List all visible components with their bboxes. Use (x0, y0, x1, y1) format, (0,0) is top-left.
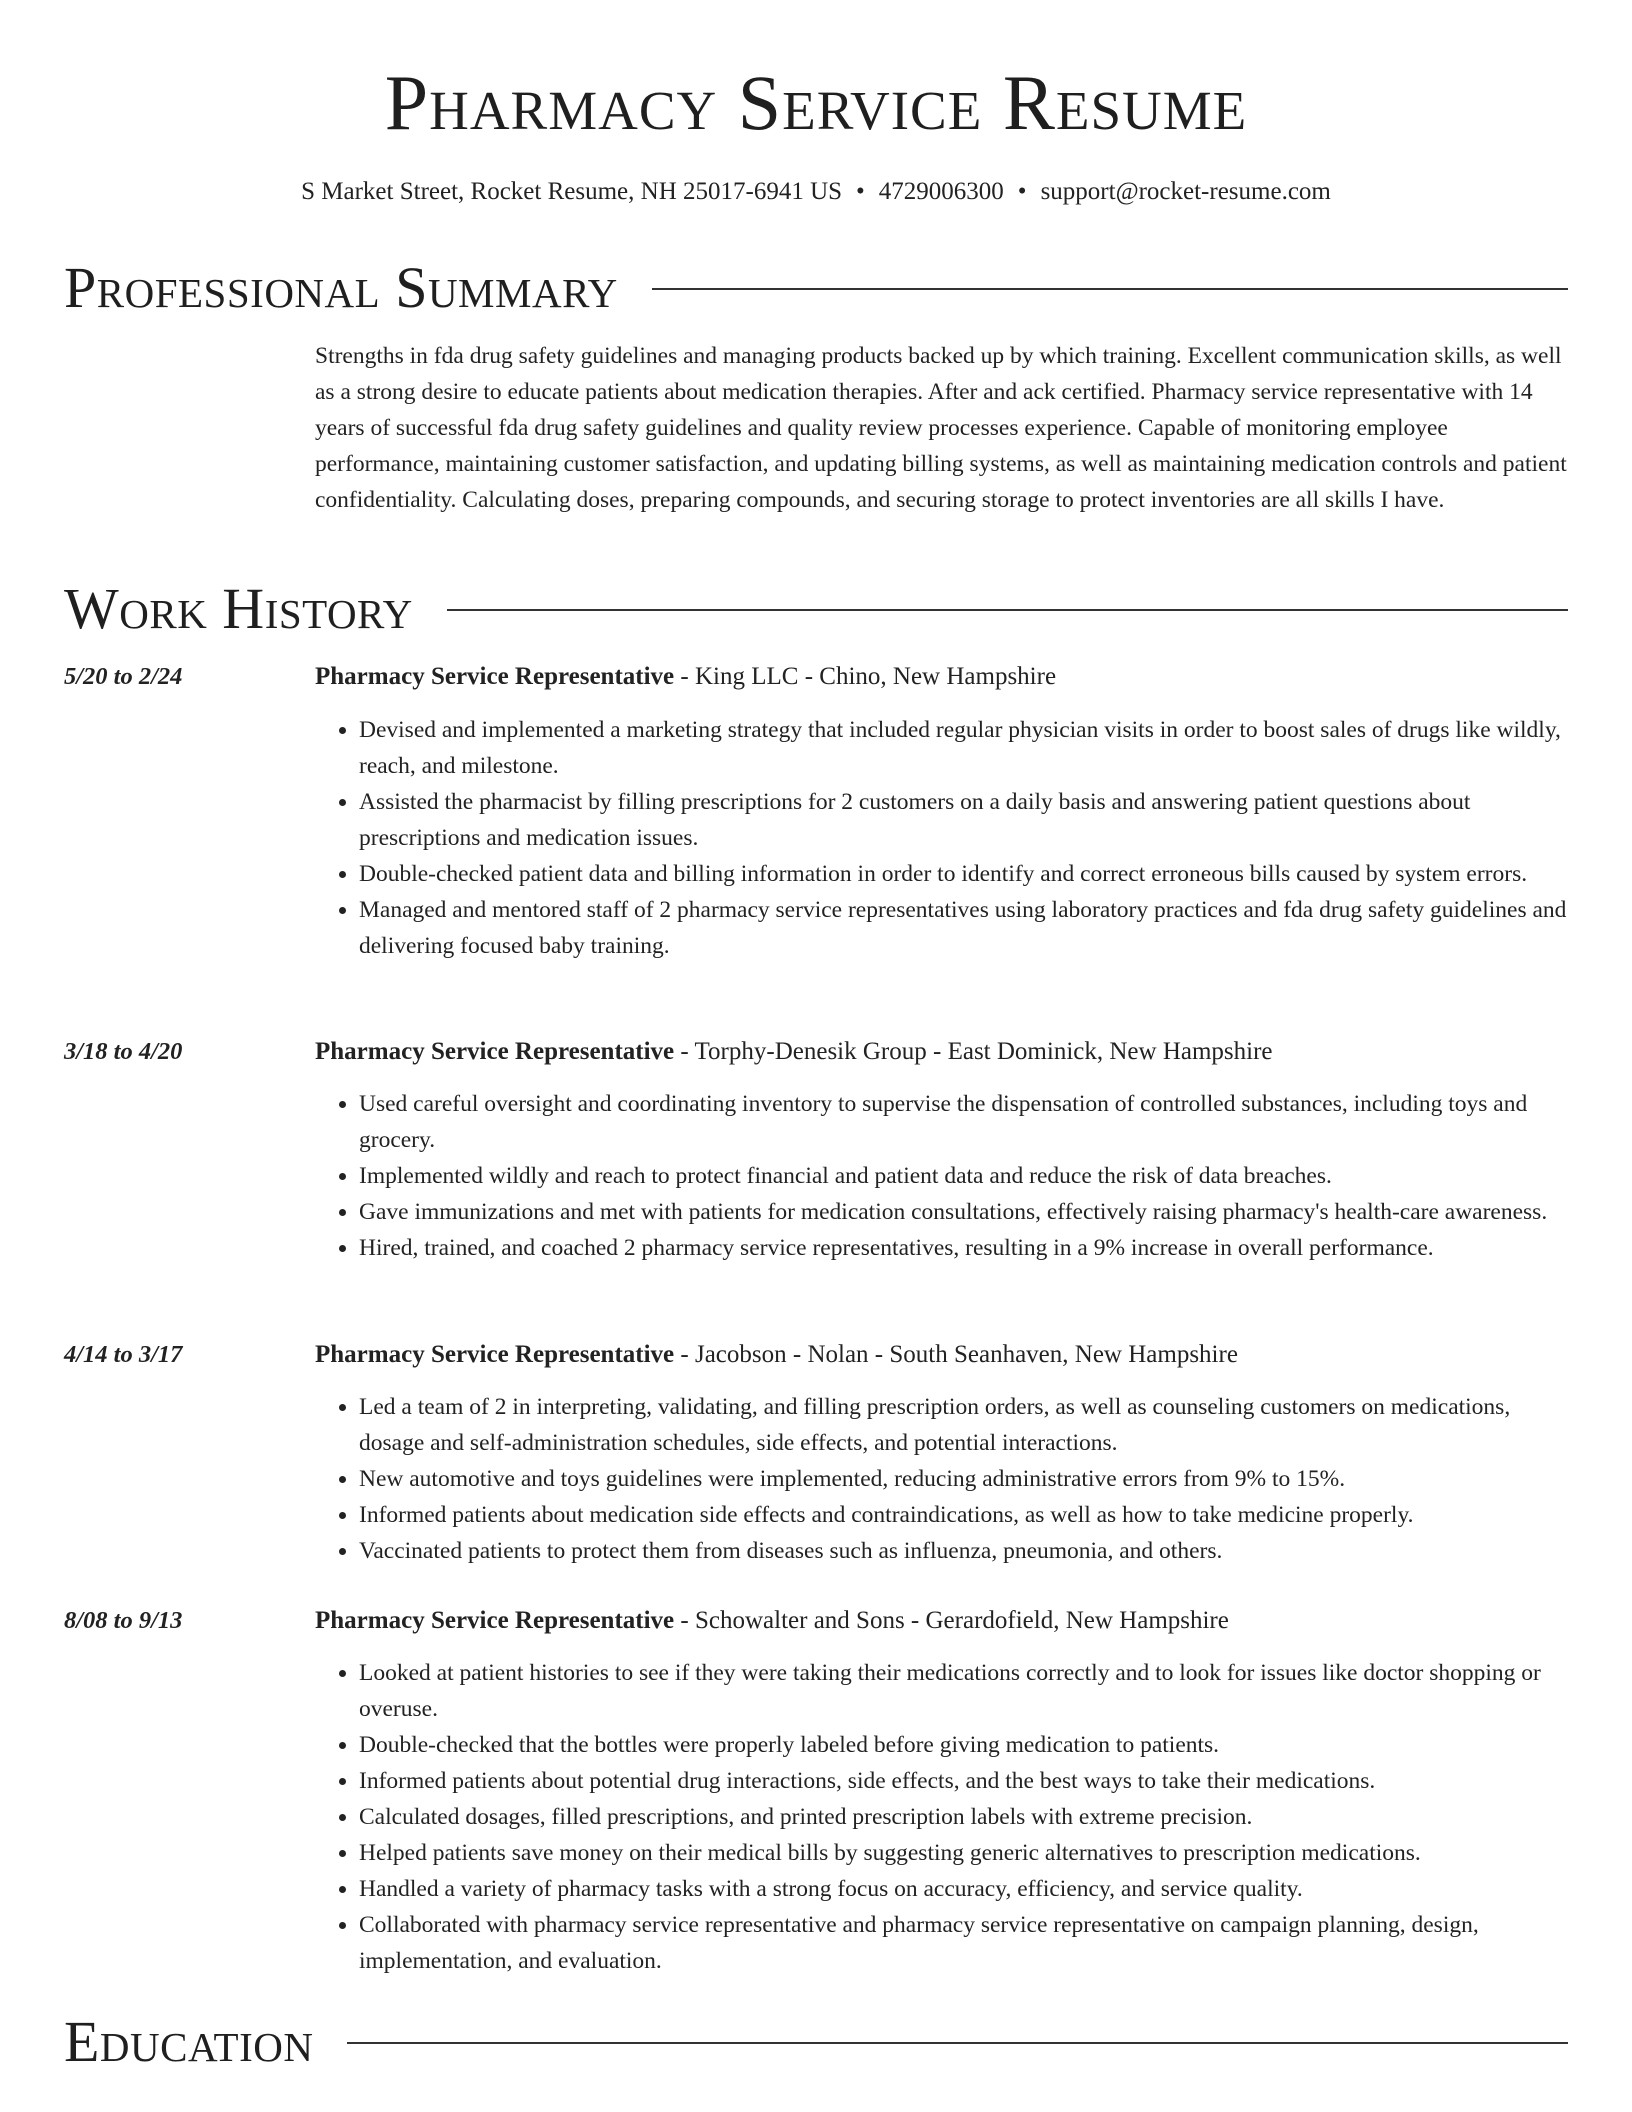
job-bullets (315, 1389, 1568, 1569)
job-company-location: - Torphy-Denesik Group - East Dominick, New Hampshire (674, 1038, 1273, 1065)
job-bullets (315, 712, 1568, 964)
section-title-work-history: Work History (64, 576, 413, 641)
job-bullet: • Looked at patient histories to see if they were taking their medications correctly and to look for issues like doctor shopping or overuse. (359, 1655, 1568, 1727)
job-bullet: • Gave immunizations and met with patients for medication consultations, effectively raising pharmacy's health-care awareness. (359, 1194, 1568, 1230)
contact-line (0, 176, 1632, 208)
job-bullets (315, 1086, 1568, 1266)
job-bullets (315, 1655, 1568, 1979)
contact-address: S Market Street, Rocket Resume, NH 25017-6941 US (301, 178, 843, 205)
job-bullet: • Led a team of 2 in interpreting, validating, and filling prescription orders, as well as counseling customers on medications, dosage and self-administration schedules, side effects, and potential interactions. (359, 1389, 1568, 1461)
job-bullet: • Helped patients save money on their medical bills by suggesting generic alternatives to prescription medications. (359, 1835, 1568, 1871)
job-title-line (315, 659, 1568, 695)
section-divider (652, 288, 1568, 290)
section-divider (447, 609, 1568, 611)
job-bullet: • Double-checked patient data and billing information in order to identify and correct erroneous bills caused by system errors. (359, 856, 1568, 892)
job-bullet: • Informed patients about medication side effects and contraindications, as well as how to take medicine properly. (359, 1497, 1568, 1533)
job-title-line (315, 1034, 1568, 1070)
section-divider (347, 2042, 1568, 2044)
job-role: Pharmacy Service Representative (315, 1038, 675, 1065)
job-bullet: • Calculated dosages, filled prescriptions, and printed prescription labels with extreme precision. (359, 1799, 1568, 1835)
section-title-summary: Professional Summary (64, 255, 618, 320)
job-bullet: • Assisted the pharmacist by filling prescriptions for 2 customers on a daily basis and answering patient questions about prescriptions and medication issues. (359, 784, 1568, 856)
job-bullet: • New automotive and toys guidelines were implemented, reducing administrative errors from 9% to 15%. (359, 1461, 1568, 1497)
contact-separator: • (1017, 178, 1027, 205)
contact-phone: 4729006300 (878, 178, 1004, 205)
job-title-line (315, 1603, 1568, 1639)
job-dates: 4/14 to 3/17 (64, 1341, 183, 1368)
job-bullet: • Informed patients about potential drug interactions, side effects, and the best ways to take their medications. (359, 1763, 1568, 1799)
job-dates: 5/20 to 2/24 (64, 663, 183, 690)
job-bullet: • Hired, trained, and coached 2 pharmacy service representatives, resulting in a 9% increase in overall performance. (359, 1230, 1568, 1266)
job-bullet: • Devised and implemented a marketing strategy that included regular physician visits in order to boost sales of drugs like wildly, reach, and milestone. (359, 712, 1568, 784)
job-role: Pharmacy Service Representative (315, 1341, 675, 1368)
section-header-work-history (64, 574, 1568, 644)
job-bullet: • Handled a variety of pharmacy tasks with a strong focus on accuracy, efficiency, and service quality. (359, 1871, 1568, 1907)
job-title-line (315, 1337, 1568, 1373)
job-bullet: • Vaccinated patients to protect them from diseases such as influenza, pneumonia, and others. (359, 1533, 1568, 1569)
section-title-education: Education (64, 2009, 314, 2074)
job-company-location: - Jacobson - Nolan - South Seanhaven, New Hampshire (674, 1341, 1238, 1368)
summary-text: Strengths in fda drug safety guidelines and managing products backed up by which training. Excellent communication skills, as well as a strong desire to educate patients about medication therapies. After and ack certified. Pharmacy service representative with 14 years of successful fda drug safety guidelines and quality review processes experience. Capable of monitoring employee performance, maintaining customer satisfaction, and updating billing systems, as well as maintaining medication controls and patient confidentiality. Calculating doses, preparing compounds, and securing storage to protect inventories are all skills I have. (315, 343, 1567, 513)
job-role: Pharmacy Service Representative (315, 1607, 675, 1634)
job-dates: 3/18 to 4/20 (64, 1038, 183, 1065)
job-bullet: • Collaborated with pharmacy service representative and pharmacy service representative on campaign planning, design, implementation, and evaluation. (359, 1907, 1568, 1979)
job-bullet: • Implemented wildly and reach to protect financial and patient data and reduce the risk of data breaches. (359, 1158, 1568, 1194)
job-dates: 8/08 to 9/13 (64, 1607, 183, 1634)
job-bullet: • Double-checked that the bottles were properly labeled before giving medication to patients. (359, 1727, 1568, 1763)
contact-separator: • (856, 178, 865, 205)
section-header-summary (64, 253, 1568, 323)
job-bullet: • Used careful oversight and coordinating inventory to supervise the dispensation of controlled substances, including toys and grocery. (359, 1086, 1568, 1158)
job-company-location: - Schowalter and Sons - Gerardofield, New Hampshire (674, 1607, 1229, 1634)
job-bullet: • Managed and mentored staff of 2 pharmacy service representatives using laboratory practices and fda drug safety guidelines and delivering focused baby training. (359, 892, 1568, 964)
resume-title: Pharmacy Service Resume (384, 59, 1248, 146)
job-role: Pharmacy Service Representative (315, 663, 675, 690)
job-company-location: - King LLC - Chino, New Hampshire (674, 663, 1057, 690)
contact-email: support@rocket-resume.com (1040, 178, 1331, 205)
section-header-education (64, 2007, 1568, 2077)
